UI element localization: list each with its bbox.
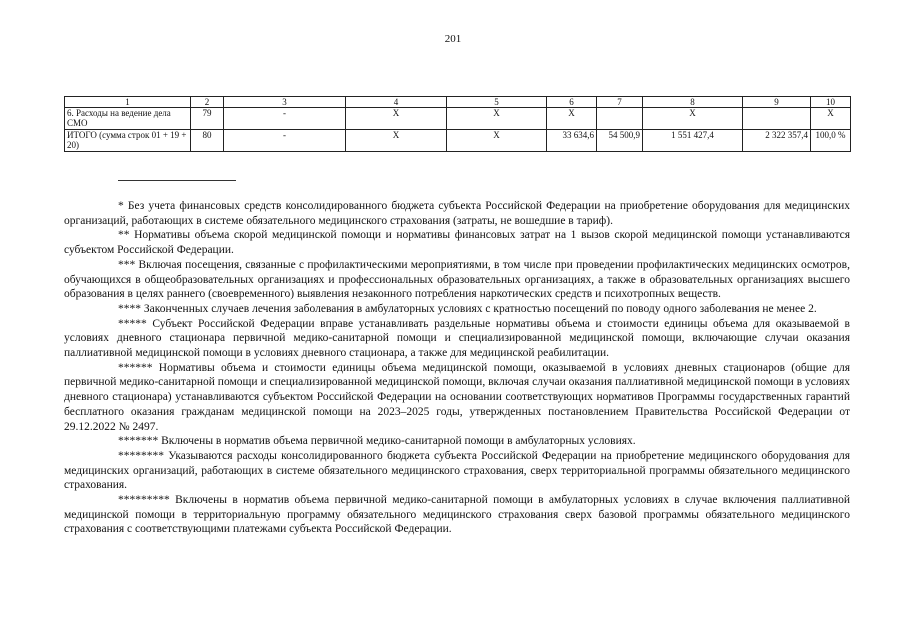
footnote: * Без учета финансовых средств консолидированного бюджета субъекта Российской Федерации на приобретение оборудования для медицинских организаций, работающих в системе обязательного медицинского страхования (затраты, не вошедшие в тариф). (64, 200, 850, 227)
table-cell: 100,0 % (811, 130, 851, 152)
footnote: ****** Нормативы объема и стоимости единицы объема медицинской помощи, оказываемой в условиях дневных стационаров (общие для первичной медико-санитарной помощи и специализированной медицинской помощи, включая случаи оказания паллиативной медицинской помощи в условиях дневного стационара) устанавливаются субъектом Российской Федерации на основании соответствующих нормативов Программы государственных гарантий бесплатного оказания гражданам медицинской помощи на 2023–2025 годы, утвержденных постановлением Правительства Российской Федерации от 29.12.2022 № 2497. (64, 361, 850, 433)
column-number: 8 (643, 97, 743, 108)
column-number: 7 (597, 97, 643, 108)
footnote: ********* Включены в норматив объема первичной медико-санитарной помощи в амбулаторных условиях в случае включения паллиативной медицинской помощи в территориальную программу обязательного медицинского страхования сверх базовой программы обязательного медицинского страхования с соответствующими платежами субъекта Российской Федерации. (64, 494, 850, 536)
table-cell: 79 (191, 108, 224, 130)
table-row (65, 130, 851, 152)
column-number: 10 (811, 97, 851, 108)
table-cell: ИТОГО (сумма строк 01 + 19 + 20) (65, 130, 191, 152)
column-number: 9 (743, 97, 811, 108)
table-cell: 6. Расходы на ведение дела СМО (65, 108, 191, 130)
table-cell: X (346, 130, 447, 152)
table-cell: 54 500,9 (597, 130, 643, 152)
footnote: ** Нормативы объема скорой медицинской помощи и нормативы финансовых затрат на 1 вызов скорой медицинской помощи устанавливаются субъектом Российской Федерации. (64, 229, 850, 257)
table-cell: X (643, 108, 743, 130)
footnote: ***** Субъект Российской Федерации вправе устанавливать раздельные нормативы объема и стоимости единицы объема для оказываемой в условиях дневного стационара первичной медико-санитарной помощи и специализированной медицинской помощи, включающие случаи оказания паллиативной медицинской помощи в условиях дневного стационара, а также для медицинской реабилитации. (64, 317, 850, 360)
table-cell: 80 (191, 130, 224, 152)
table-cell (743, 108, 811, 130)
page-number: 201 (444, 33, 462, 45)
column-number: 6 (547, 97, 597, 108)
table-cell: 33 634,6 (547, 130, 597, 152)
table-cell: X (811, 108, 851, 130)
column-number: 1 (65, 97, 191, 108)
table-header-row (65, 97, 851, 108)
column-number: 3 (224, 97, 346, 108)
column-number: 5 (447, 97, 547, 108)
table-cell: 2 322 357,4 (743, 130, 811, 152)
table-cell: X (547, 108, 597, 130)
data-table (64, 96, 851, 152)
footnote: **** Законченных случаев лечения заболевания в амбулаторных условиях с кратностью посещений по поводу одного заболевания не менее 2. (118, 302, 817, 315)
footnote: ******* Включены в норматив объема первичной медико-санитарной помощи в амбулаторных условиях. (118, 435, 636, 448)
footnote: ******** Указываются расходы консолидированного бюджета субъекта Российской Федерации на приобретение медицинского оборудования для медицинских организаций, работающих в системе обязательного медицинского страхования, сверх территориальной программы обязательного медицинского страхования. (64, 449, 850, 492)
table-cell: - (224, 130, 346, 152)
table-row (65, 108, 851, 130)
footnote: *** Включая посещения, связанные с профилактическими мероприятиями, в том числе при проведении профилактических медицинских осмотров, обучающихся в общеобразовательных организациях и профессиональных образовательных организациях, а также в образовательных организациях высшего образования в целях раннего (своевременного) выявления незаконного потребления наркотических средств и психотропных веществ. (64, 258, 850, 301)
table-cell: - (224, 108, 346, 130)
table-cell: X (346, 108, 447, 130)
table-cell: X (447, 108, 547, 130)
table-cell: X (447, 130, 547, 152)
footnote-separator (118, 180, 236, 181)
footnotes (64, 199, 850, 537)
column-number: 4 (346, 97, 447, 108)
column-number: 2 (191, 97, 224, 108)
table-cell (597, 108, 643, 130)
table-cell: 1 551 427,4 (643, 130, 743, 152)
